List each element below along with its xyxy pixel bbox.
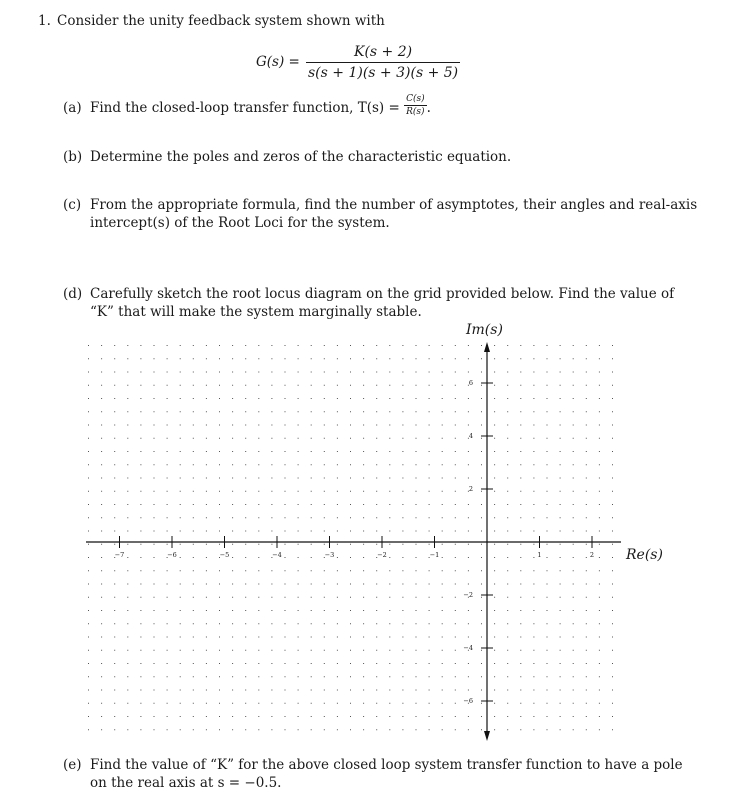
gs-numerator: K(s + 2) (354, 44, 413, 60)
part-c-line2: intercept(s) of the Root Loci for the system. (90, 215, 390, 231)
part-e-label: (e) (63, 757, 82, 773)
part-a-label: (a) (63, 100, 82, 116)
part-b-text: Determine the poles and zeros of the characteristic equation. (90, 149, 512, 165)
y-tick-label: 4 (468, 432, 473, 440)
grid-dots (88, 345, 613, 730)
y-tick-label: 2 (468, 485, 473, 493)
part-e-line1: Find the value of “K” for the above closed loop system transfer function to have a pole (90, 757, 683, 773)
problem-number: 1. (38, 13, 51, 29)
y-tick-label: −2 (463, 591, 473, 599)
axis-labels (465, 322, 663, 563)
y-tick-label: −4 (463, 644, 473, 652)
part-b-label: (b) (63, 149, 83, 165)
ts-numerator: C(s) (406, 94, 425, 104)
x-tick-label: 2 (589, 551, 595, 559)
x-tick-label: −5 (219, 551, 230, 559)
y-tick-label: 6 (468, 379, 473, 387)
x-tick-label: −1 (429, 551, 440, 559)
ylabel: Im(s) (466, 322, 503, 338)
x-tick-label: −2 (377, 551, 387, 559)
part-c-line1: From the appropriate formula, find the number of asymptotes, their angles and real-axis (90, 197, 698, 213)
xlabel: Re(s) (626, 547, 663, 563)
axes (86, 342, 621, 741)
part-a-tail: . (426, 100, 431, 116)
gs-denominator: s(s + 1)(s + 3)(s + 5) (308, 65, 459, 81)
problem-intro: Consider the unity feedback system shown with (57, 13, 385, 29)
x-tick-label: −7 (114, 551, 125, 559)
x-tick-label: 1 (537, 551, 542, 559)
y-tick-label: −6 (463, 697, 473, 705)
imag-axis-arrow-down (484, 731, 490, 741)
part-a-statement: Find the closed-loop transfer function, T(s) = (90, 100, 400, 116)
x-tick-label: −4 (272, 551, 282, 559)
ts-denominator: R(s) (406, 107, 425, 117)
gs-lhs: G(s) = (256, 54, 300, 70)
part-d-line1: Carefully sketch the root locus diagram on the grid provided below. Find the value of (90, 286, 675, 302)
x-tick-label: −6 (167, 551, 177, 559)
x-tick-label: −3 (324, 551, 335, 559)
grid-dot-pattern (88, 345, 613, 730)
imag-axis-arrow-up (484, 342, 490, 352)
part-e-line2: on the real axis at s = −0.5. (90, 775, 282, 791)
part-d-line2: “K” that will make the system marginally stable. (90, 304, 422, 320)
part-c-label: (c) (63, 197, 82, 213)
part-d-label: (d) (63, 286, 83, 302)
